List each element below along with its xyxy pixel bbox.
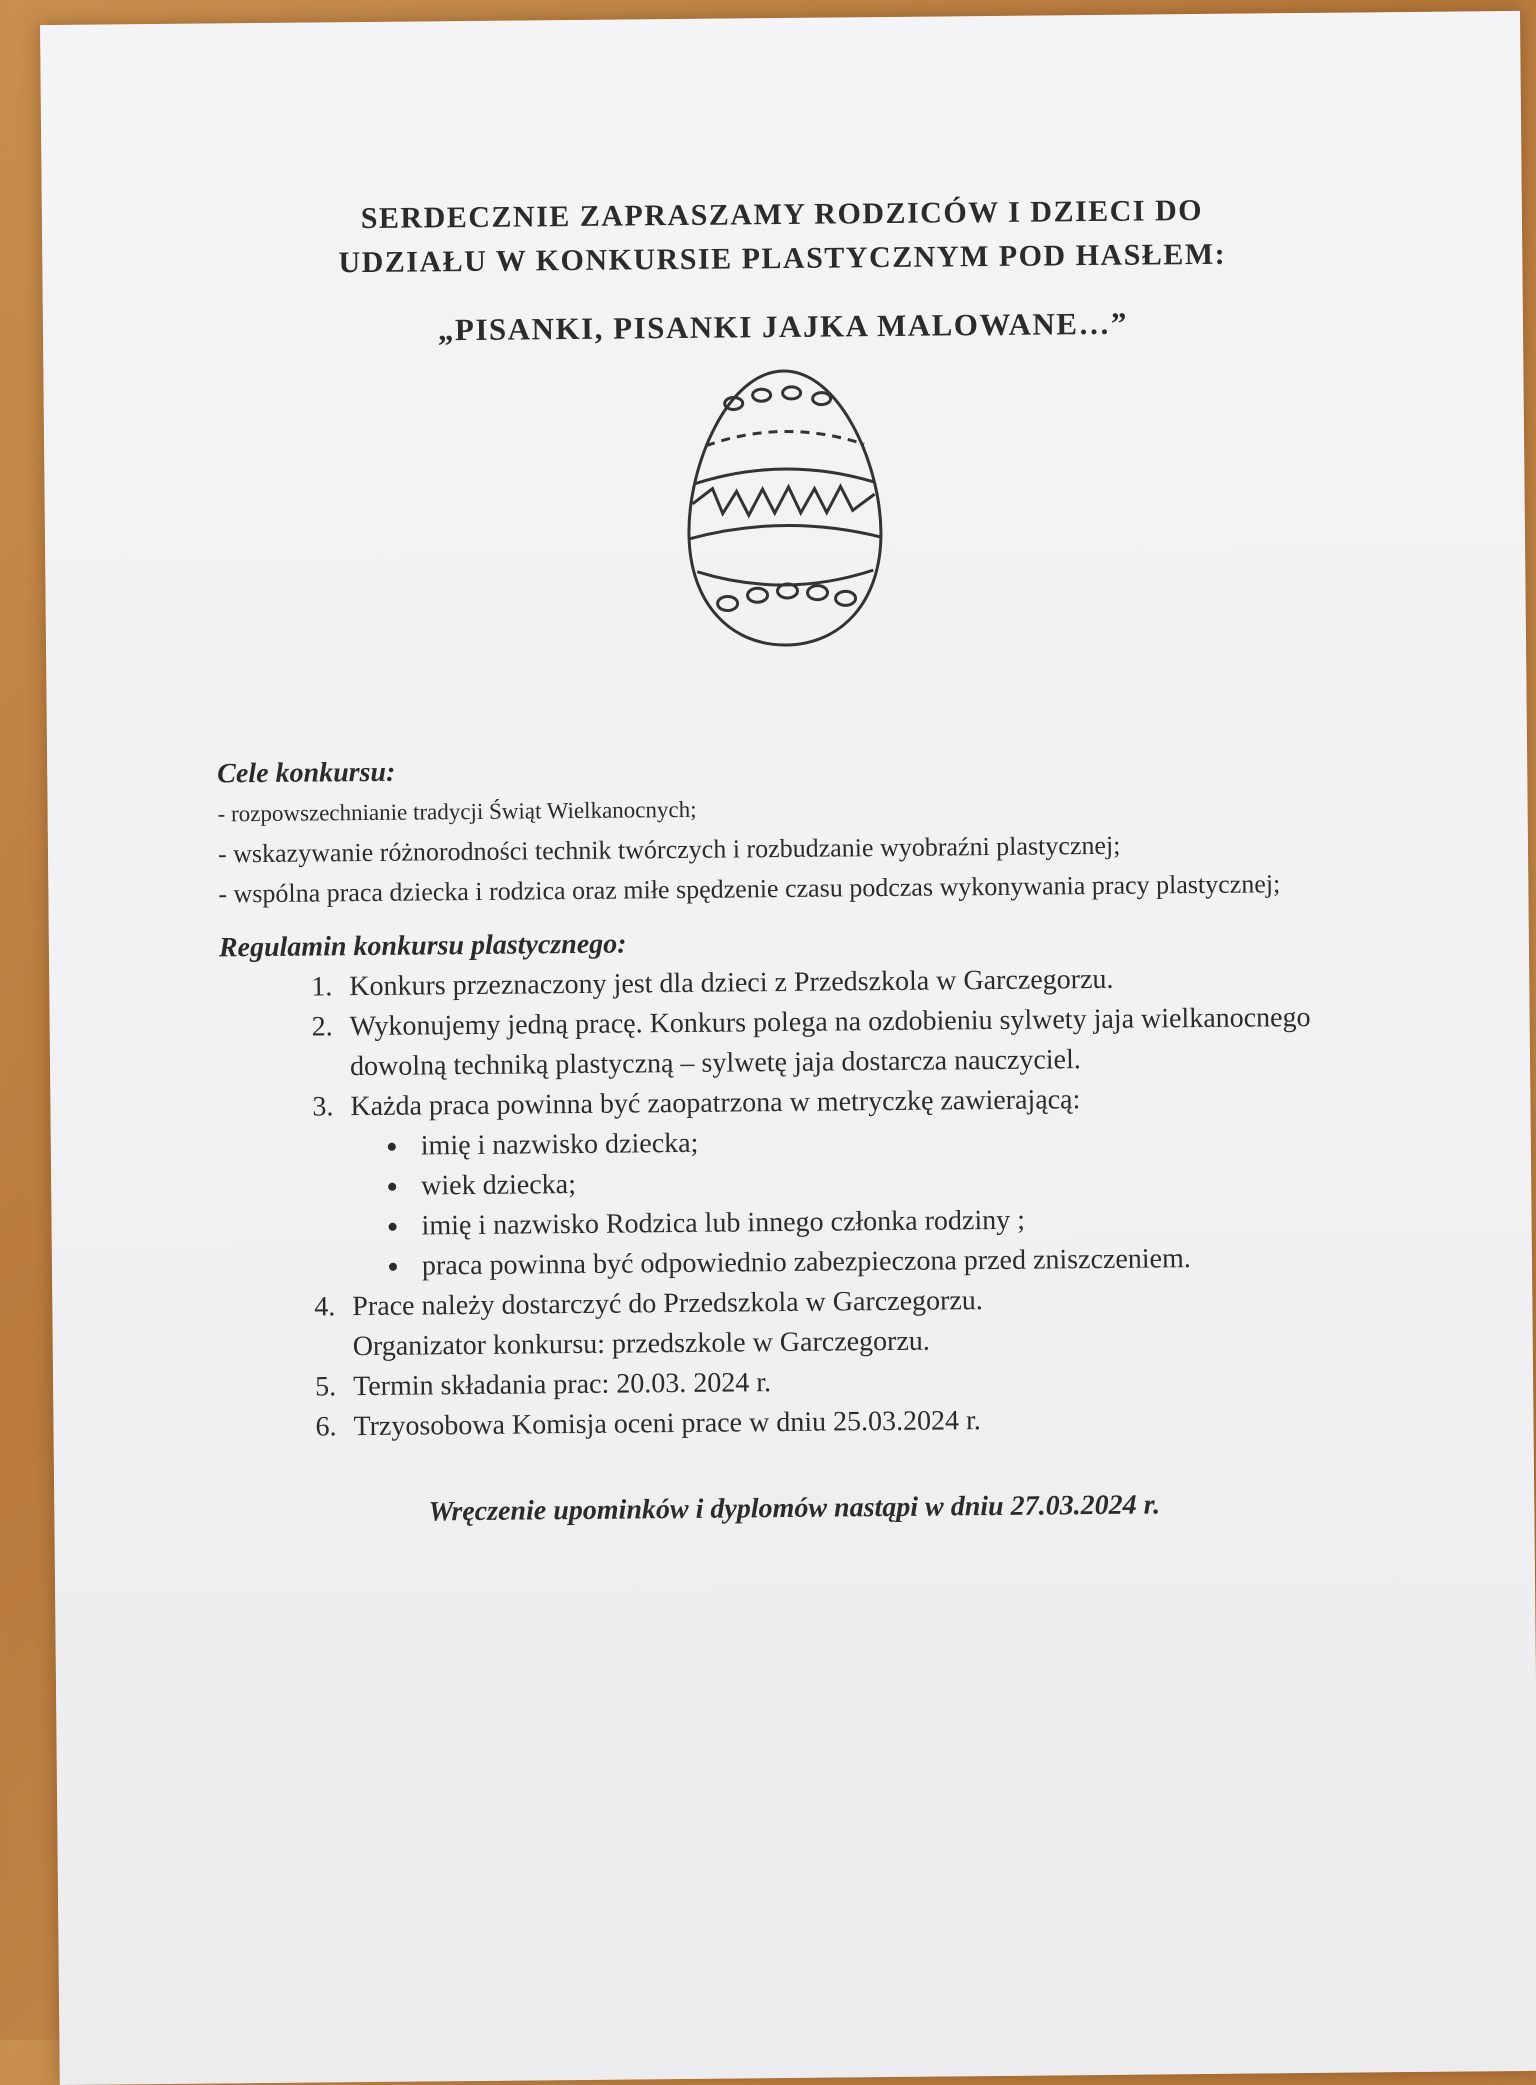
rules-list: [219, 957, 1364, 1448]
label-fields-list: [351, 1117, 1362, 1287]
label-field-item: • imię i nazwisko Rodzica lub innego członka rodziny ;: [411, 1197, 1361, 1246]
label-field-item: • imię i nazwisko dziecka;: [411, 1117, 1361, 1166]
organizer-text: Organizator konkursu: przedszkole w Garczegorzu.: [352, 1325, 931, 1363]
invitation-headline: [212, 188, 1353, 287]
rule-text: Każda praca powinna być zaopatrzona w metryczkę zawierającą:: [350, 1084, 1081, 1123]
label-field-item: • praca powinna być odpowiednio zabezpieczona przed zniszczeniem.: [412, 1237, 1362, 1286]
rule-text: 4. Prace należy dostarczyć do Przedszkola w Garczegorzu.: [352, 1285, 983, 1323]
goal-item: - wspólna praca dziecka i rodzica oraz miłe spędzenie czasu podczas wykonywania pracy plastycznej;: [218, 869, 1281, 909]
label-field-item: • wiek dziecka;: [411, 1157, 1361, 1206]
goal-item: - rozpowszechnianie tradycji Świąt Wielkanocnych;: [217, 796, 697, 827]
rule-item: [340, 1077, 1362, 1287]
flyer-content: [212, 188, 1365, 1559]
headline-line-1: SERDECZNIE ZAPRASZAMY RODZICÓW I DZIECI DO: [360, 193, 1204, 236]
rule-item: [342, 1277, 1363, 1367]
easter-egg-drawing: [673, 362, 896, 654]
headline-line-2: UDZIAŁU W KONKURSIE PLASTYCZNYM POD HASŁEM:: [338, 237, 1227, 280]
rule-text: Trzyosobowa Komisja oceni prace w dniu 25.03.2024 r.: [353, 1405, 981, 1443]
goal-item: - wskazywanie różnorodności technik twórczych i rozbudzanie wyobraźni plastycznej;: [217, 830, 1121, 869]
closing-note: Wręczenie upominków i dyplomów nastąpi w dniu 27.03.2024 r.: [428, 1489, 1161, 1528]
rules-title: Regulamin konkursu plastycznego:: [218, 928, 627, 964]
easter-egg-icon: [213, 358, 1356, 659]
paper-sheet: [40, 11, 1536, 2085]
rule-text: Termin składania prac: 20.03. 2024 r.: [352, 1367, 772, 1403]
goals-title: Cele konkursu:: [217, 756, 396, 790]
contest-slogan: „PISANKI, PISANKI JAJKA MALOWANE…”: [437, 305, 1129, 348]
rule-text: Wykonujemy jedną pracę. Konkurs polega na ozdobieniu sylwety jaja wielkanocnego dowolną techniką plastyczną – sylwetę jaja dostarcza nauczyciel.: [349, 1001, 1311, 1083]
rule-text: Konkurs przeznaczony jest dla dzieci z Przedszkola w Garczegorzu.: [349, 963, 1114, 1003]
rule-item: [343, 1397, 1363, 1447]
rule-item: [339, 997, 1360, 1087]
